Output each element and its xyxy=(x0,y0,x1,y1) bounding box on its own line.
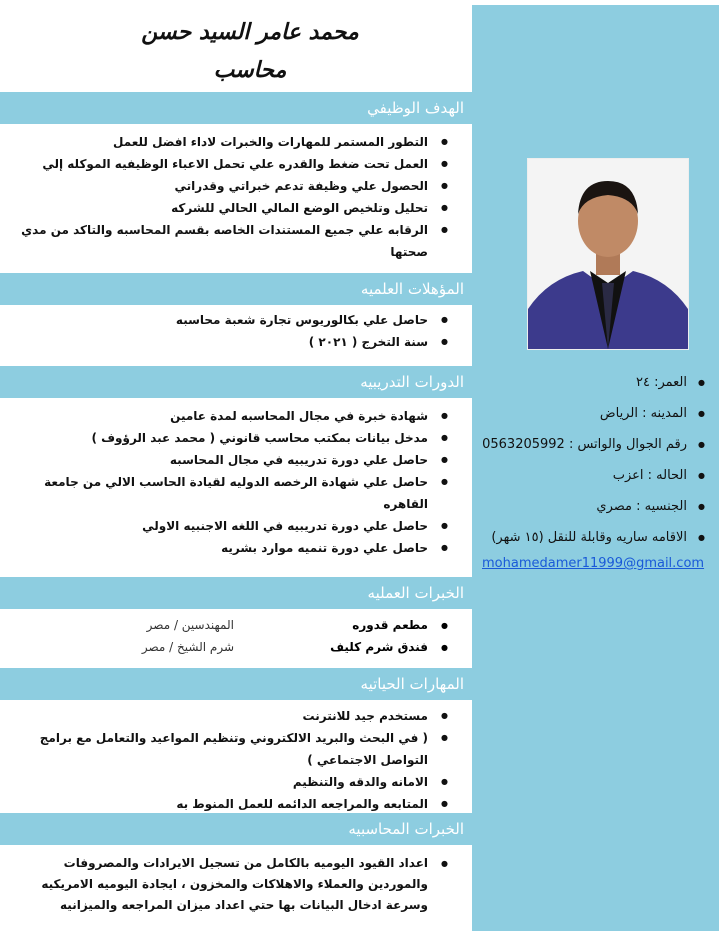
list-item: ● حاصل علي دورة تدريبيه في اللغه الاجنبيه الاولي xyxy=(0,515,454,537)
job-title: محاسب xyxy=(213,57,287,83)
list-item: ● حاصل علي شهادة الرخصه الدوليه لقيادة الحاسب الالي من جامعة القاهره xyxy=(0,471,454,515)
experience-row: ● مطعم قدوره المهندسين / مصر xyxy=(146,618,448,632)
info-nationality: ● الجنسيه : مصري xyxy=(482,496,709,527)
section-header-accounting xyxy=(0,813,472,845)
personal-info-list xyxy=(482,372,709,558)
info-phone: ● رقم الجوال والواتس : 0563205992 xyxy=(482,434,709,465)
info-age: ● العمر: ٢٤ xyxy=(482,372,709,403)
list-item: ● مدخل بيانات بمكتب محاسب قانوني ( محمد عبد الرؤوف ) xyxy=(0,427,454,449)
list-item: ● الرقابه علي جميع المستندات الخاصه بقسم المحاسبه والتاكد من مدي صحتها xyxy=(0,219,454,263)
section-header-experience xyxy=(0,577,472,609)
info-marital-status: ● الحاله : اعزب xyxy=(482,465,709,496)
company-location: المهندسين / مصر xyxy=(146,618,234,632)
experience-row: ● فندق شرم كليف شرم الشيخ / مصر xyxy=(141,640,448,654)
list-item: ● الامانه والدقه والتنظيم xyxy=(14,771,454,793)
list-item: ● التطور المستمر للمهارات والخبرات لاداء افضل للعمل xyxy=(0,131,454,153)
candidate-name: محمد عامر السيد حسن xyxy=(141,19,359,45)
company-location: شرم الشيخ / مصر xyxy=(141,640,234,654)
list-item: ● حاصل علي دورة تنميه موارد بشريه xyxy=(0,537,454,559)
profile-photo xyxy=(527,158,689,350)
education-list xyxy=(176,309,454,353)
list-item: ● حاصل علي بكالوريوس تجارة شعبة محاسبه xyxy=(176,309,454,331)
section-title: الخبرات العمليه xyxy=(367,584,464,602)
email-link[interactable]: mohamedamer11999@gmail.com xyxy=(482,556,705,571)
section-title: الدورات التدريبيه xyxy=(360,373,464,391)
list-item: ● حاصل علي دورة تدريبيه في مجال المحاسبه xyxy=(0,449,454,471)
objective-list xyxy=(0,131,454,263)
company-name: فندق شرم كليف xyxy=(330,640,428,654)
section-title: الخبرات المحاسبيه xyxy=(348,820,464,838)
company-name: مطعم قدوره xyxy=(352,618,428,632)
list-item: ● اعداد القيود اليوميه بالكامل من تسجيل الايرادات والمصروفات والموردين والعملاء والاهلاكات والمخزون ، ايجادة اليوميه الامريكيه وسرعة ادخال البيانات بها حتي اعداد ميزان المراجعه والميزانيه xyxy=(34,853,454,916)
section-header-education xyxy=(0,273,472,305)
section-title: المهارات الحياتيه xyxy=(360,675,464,693)
accounting-list xyxy=(34,853,454,916)
list-item: ● ( في البحث والبريد الالكتروني وتنظيم المواعيد والتعامل مع برامج التواصل الاجتماعي ) xyxy=(14,727,454,771)
list-item: ● المتابعه والمراجعه الدائمه للعمل المنوط به xyxy=(14,793,454,815)
skills-list xyxy=(14,705,454,815)
main-column xyxy=(0,5,472,931)
courses-list xyxy=(0,405,454,559)
section-title: المؤهلات العلميه xyxy=(360,280,464,298)
section-title: الهدف الوظيفي xyxy=(367,99,464,117)
list-item: ● تحليل وتلخيص الوضع المالي الحالي للشركه xyxy=(0,197,454,219)
info-city: ● المدينه : الرياض xyxy=(482,403,709,434)
list-item: ● مستخدم جيد للانترنت xyxy=(14,705,454,727)
section-header-skills xyxy=(0,668,472,700)
list-item: ● شهادة خبرة في مجال المحاسبه لمدة عامين xyxy=(0,405,454,427)
info-residency: ● الاقامه ساريه وقابلة للنقل (١٥ شهر) xyxy=(482,527,709,558)
list-item: ● العمل تحت ضغط والقدره علي تحمل الاعباء الوظيفيه الموكله إلي xyxy=(0,153,454,175)
list-item: ● سنة التخرج ( ٢٠٢١ ) xyxy=(176,331,454,353)
person-portrait-icon xyxy=(528,159,688,349)
list-item: ● الحصول علي وظيفة تدعم خبراتي وقدراتي xyxy=(0,175,454,197)
section-header-objective xyxy=(0,92,472,124)
section-header-courses xyxy=(0,366,472,398)
